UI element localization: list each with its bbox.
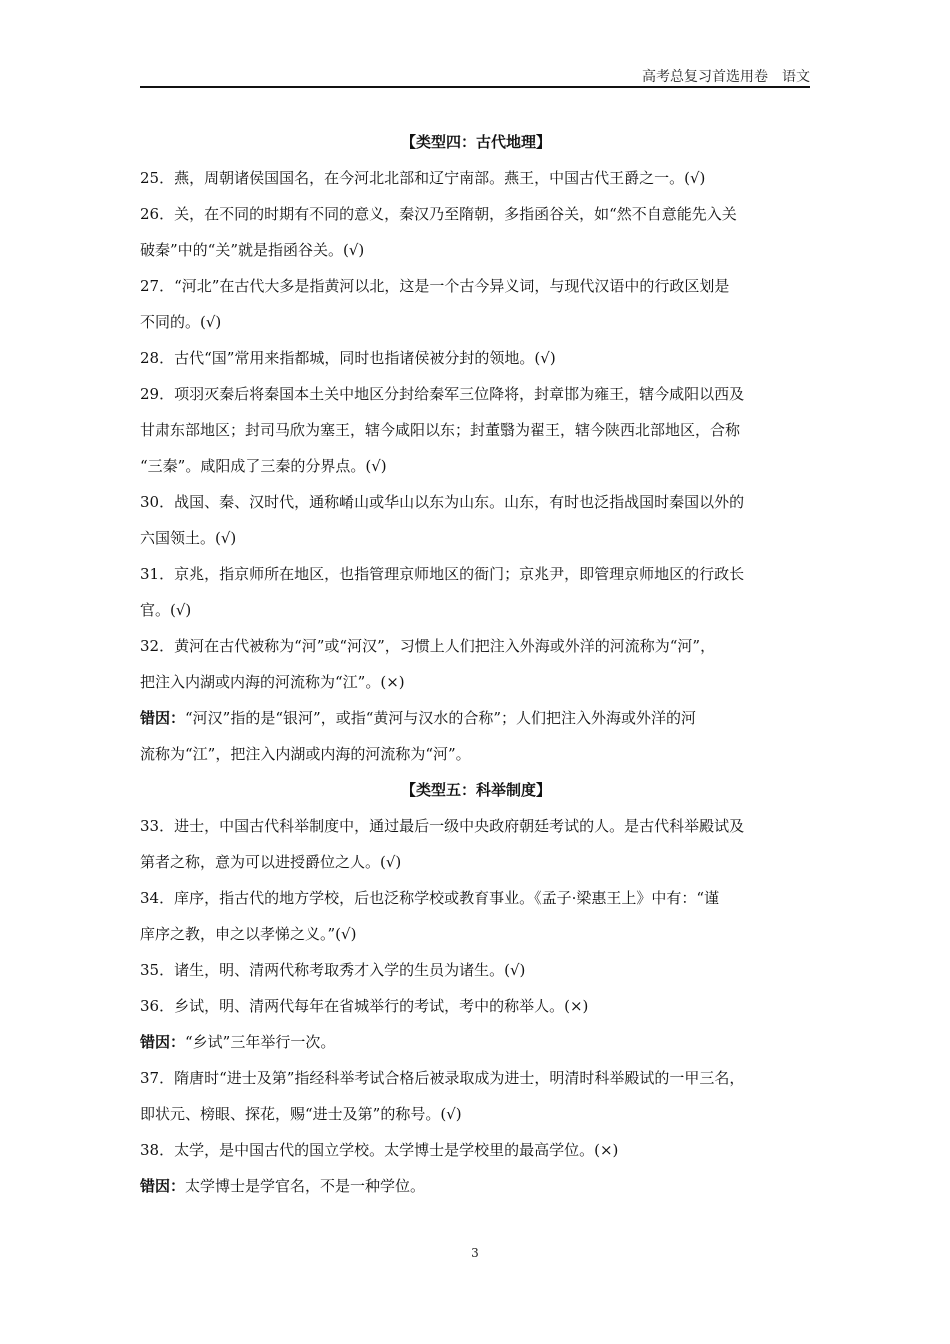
question-line: 官。(√) bbox=[140, 601, 192, 619]
question-line: 36．乡试，明、清两代每年在省城举行的考试，考中的称举人。(×) bbox=[140, 997, 589, 1015]
question-line: “三秦”。咸阳成了三秦的分界点。(√) bbox=[140, 457, 387, 475]
question-line: 第者之称，意为可以进授爵位之人。(√) bbox=[140, 853, 402, 871]
question-line: 26．关，在不同的时期有不同的意义，秦汉乃至隋朝，多指函谷关，如“然不自意能先入关 bbox=[140, 205, 737, 223]
question-line: 庠序之教，申之以孝悌之义。”(√) bbox=[140, 925, 357, 943]
error-cause-text: 太学博士是学官名，不是一种学位。 bbox=[185, 1177, 426, 1195]
question-line: 30．战国、秦、汉时代，通称崤山或华山以东为山东。山东，有时也泛指战国时秦国以外的 bbox=[140, 493, 745, 511]
error-cause-line bbox=[140, 1024, 812, 1060]
error-cause-text: “河汉”指的是“银河”，或指“黄河与汉水的合称”；人们把注入外海或外洋的河 bbox=[185, 709, 697, 727]
question-line: 即状元、榜眼、探花，赐“进士及第”的称号。(√) bbox=[140, 1105, 462, 1123]
error-cause-text: 流称为“江”，把注入内湖或内海的河流称为“河”。 bbox=[140, 745, 471, 763]
error-cause-label: 错因： bbox=[140, 709, 186, 727]
question-line: 28．古代“国”常用来指都城，同时也指诸侯被分封的领地。(√) bbox=[140, 349, 556, 367]
page-header: 高考总复习首选用卷 语文 bbox=[642, 69, 810, 85]
question-line: 把注入内湖或内海的河流称为“江”。(×) bbox=[140, 673, 405, 691]
question-line: 27．“河北”在古代大多是指黄河以北，这是一个古今异义词，与现代汉语中的行政区划是 bbox=[140, 277, 730, 295]
error-cause-label: 错因： bbox=[140, 1033, 186, 1051]
question-line: 38．太学，是中国古代的国立学校。太学博士是学校里的最高学位。(×) bbox=[140, 1141, 619, 1159]
question-line: 32．黄河在古代被称为“河”或“河汉”，习惯上人们把注入外海或外洋的河流称为“河”， bbox=[140, 637, 716, 655]
document-body bbox=[140, 124, 812, 1204]
error-cause-label: 错因： bbox=[140, 1177, 186, 1195]
question-line: 六国领土。(√) bbox=[140, 529, 237, 547]
question-line: 34．庠序，指古代的地方学校，后也泛称学校或教育事业。《孟子·梁惠王上》中有：“谨 bbox=[140, 889, 720, 907]
question-line: 破秦”中的“关”就是指函谷关。(√) bbox=[140, 241, 365, 259]
error-cause-text: “乡试”三年举行一次。 bbox=[185, 1033, 336, 1051]
question-line: 25．燕，周朝诸侯国国名，在今河北北部和辽宁南部。燕王，中国古代王爵之一。(√) bbox=[140, 169, 706, 187]
error-cause-line bbox=[140, 700, 812, 736]
question-line: 35．诸生，明、清两代称考取秀才入学的生员为诸生。(√) bbox=[140, 961, 526, 979]
section-title-geography: 【类型四：古代地理】 bbox=[400, 133, 551, 151]
error-cause-line bbox=[140, 1168, 812, 1204]
question-line: 甘肃东部地区；封司马欣为塞王，辖今咸阳以东；封董翳为翟王，辖今陕西北部地区，合称 bbox=[140, 421, 741, 439]
question-line: 37．隋唐时“进士及第”指经科举考试合格后被录取成为进士，明清时科举殿试的一甲三名， bbox=[140, 1069, 745, 1087]
header-rule bbox=[140, 86, 810, 88]
question-line: 不同的。(√) bbox=[140, 313, 222, 331]
section-title-exam-system: 【类型五：科举制度】 bbox=[400, 781, 551, 799]
question-line: 29．项羽灭秦后将秦国本土关中地区分封给秦军三位降将，封章邯为雍王，辖今咸阳以西及 bbox=[140, 385, 745, 403]
error-cause-line bbox=[140, 736, 812, 772]
question-line: 31．京兆，指京师所在地区，也指管理京师地区的衙门；京兆尹，即管理京师地区的行政长 bbox=[140, 565, 745, 583]
question-line: 33．进士，中国古代科举制度中，通过最后一级中央政府朝廷考试的人。是古代科举殿试及 bbox=[140, 817, 745, 835]
page-number: 3 bbox=[471, 1246, 479, 1260]
